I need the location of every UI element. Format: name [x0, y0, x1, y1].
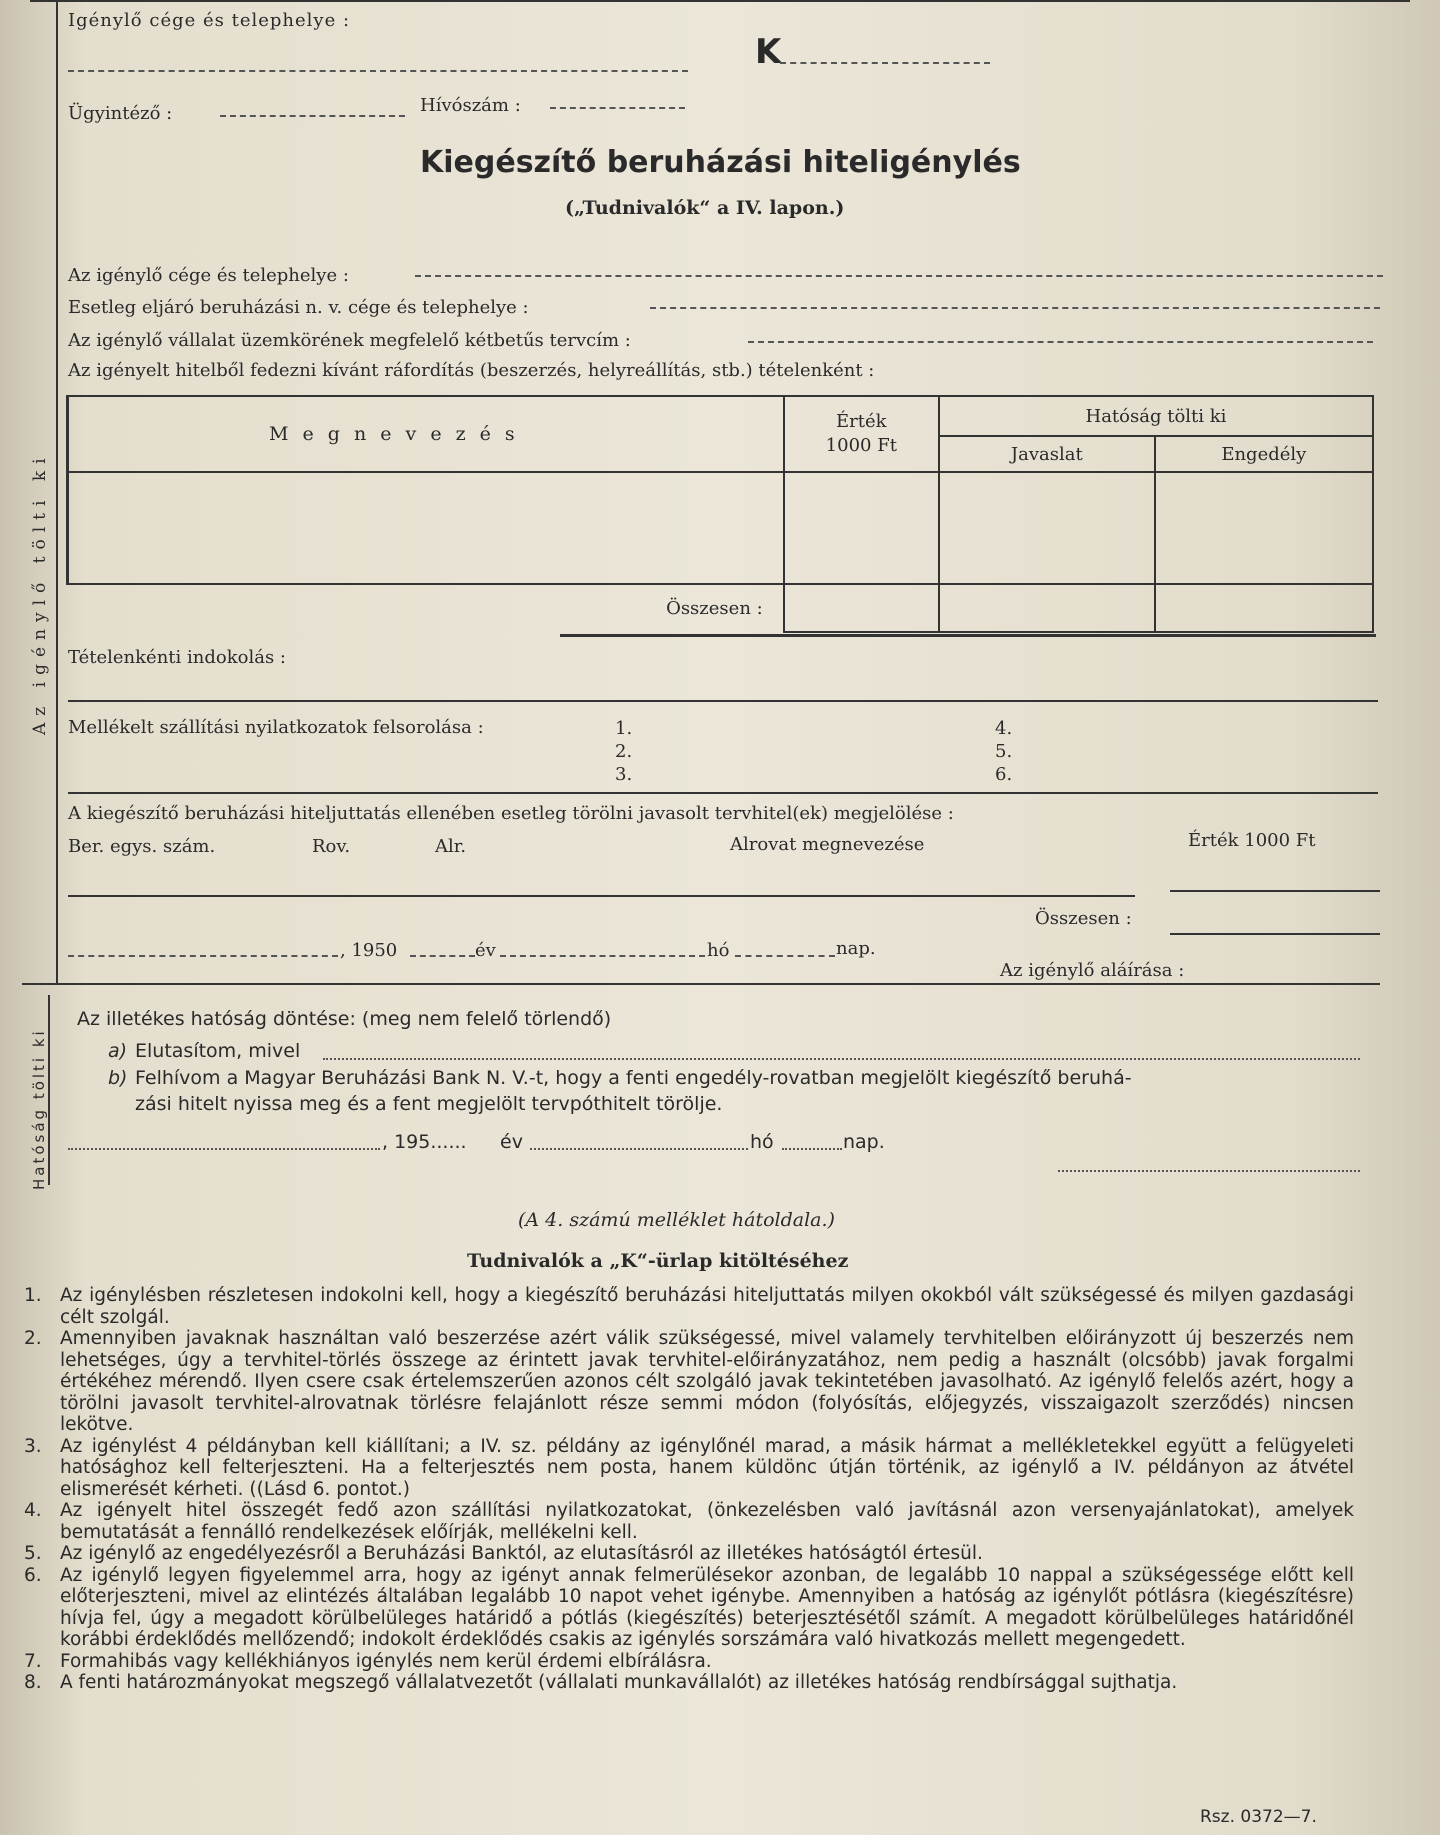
- item-permit-cell: [1155, 472, 1373, 584]
- note-number: 1.: [24, 1285, 42, 1306]
- items-total-permit: [1155, 584, 1373, 632]
- applicant-side-label: Az igénylő tölti ki: [30, 451, 50, 735]
- page-title: Kiegészítő beruházási hiteligénylés: [420, 145, 1021, 180]
- authority-year: , 195......: [382, 1131, 467, 1153]
- item-value-cell[interactable]: [784, 472, 939, 584]
- page-subtitle: („Tudnivalók“ a IV. lapon.): [565, 197, 845, 219]
- clerk-label: Ügyintéző :: [68, 103, 173, 124]
- note-item: [24, 1328, 1354, 1436]
- cancel-col-unit: Ber. egys. szám.: [68, 836, 216, 857]
- form-code-line: [780, 62, 990, 64]
- note-number: 7.: [24, 1650, 42, 1672]
- cancel-total-label: Összesen :: [1035, 908, 1132, 929]
- header-company-line[interactable]: [68, 70, 688, 72]
- authority-ev: év: [500, 1131, 523, 1153]
- notes-title: Tudnivalók a „K“-ürlap kitöltéséhez: [467, 1250, 849, 1272]
- justification-line: [68, 700, 1378, 702]
- clerk-line[interactable]: [220, 115, 405, 117]
- note-text: Az igénylő legyen figyelemmel arra, hogy az igényt annak felmerülésekor azonban, de legalább 10 nappal a szükségessége előtt kell előterjeszteni, mivel az elintézés általában legalább 10 napot vehet igénybe. Amennyiben a hatóság az igénylőt pótlásra (kiegészítésre) hívja fel, úgy a megadott körülbelüleges határidő a pótlás (kiegészítés) beterjesztésétől számít. A megadott körülbelüleges határidőnél korábbi érdeklődés mellőzendő; indokolt érdeklődés csakis az igénylés sorszámára való hivatkozás mellett megengedett.: [60, 1564, 1354, 1650]
- note-text: Amennyiben javaknak használtan való beszerzése azért válik szükségessé, mivel valamely tervhitelben előirányzott új beszerzés nem lehetséges, úgy a tervhitel-törlés összege az érintett javak tervhitel-előirányzatához, nem pedig a használt (olcsóbb) javak forgalmi értékéhez mérendő. Ilyen csere csak értelemszerűen azonos célt szolgáló javak tekintetében javasolható. Az igénylő felelős azért, hogy a törölni javasolt tervhitel-alrovatnak törlésre felajánlott része semmi módon (folyósítás, előjegyzés, visszaigazolt szerződés) nincsen lekötve.: [60, 1328, 1354, 1435]
- note-number: 2.: [24, 1328, 42, 1349]
- attachments-numbers-right: [995, 717, 1012, 786]
- place-line[interactable]: [68, 955, 338, 957]
- item-proposal-cell: [939, 472, 1155, 584]
- items-total-proposal: [939, 584, 1155, 632]
- option-b-mark: b): [108, 1067, 128, 1089]
- note-item: [24, 1500, 1354, 1543]
- col-value-label: Érték: [836, 411, 887, 432]
- attachment-number: 4.: [995, 718, 1013, 739]
- items-total-value[interactable]: [784, 584, 939, 632]
- authority-decision: Az illetékes hatóság döntése: (meg nem felelő törlendő): [77, 1008, 612, 1030]
- option-b-text-1: Felhívom a Magyar Beruházási Bank N. V.-t, hogy a fenti engedély-rovatban megjelölt kiegészítő beruhá-: [135, 1067, 1132, 1089]
- date-ev: év: [475, 940, 496, 961]
- authority-place-line[interactable]: [68, 1148, 380, 1150]
- header-company-label: Igénylő cége és telephelye :: [68, 10, 351, 31]
- year-line[interactable]: [410, 955, 475, 957]
- cancel-col-value: Érték 1000 Ft: [1188, 830, 1316, 851]
- note-item: [24, 1672, 1354, 1694]
- attachments-bottom-rule: [68, 792, 1378, 794]
- col-proposal-header: Javaslat: [939, 436, 1155, 472]
- reject-reason-line[interactable]: [323, 1058, 1360, 1060]
- note-number: 4.: [24, 1500, 42, 1521]
- applicant-section-bottom-rule: [22, 983, 1380, 985]
- col-value-unit: 1000 Ft: [825, 435, 897, 456]
- col-permit-header: Engedély: [1155, 436, 1373, 472]
- authority-month-line[interactable]: [530, 1148, 748, 1150]
- phone-label: Hívószám :: [420, 95, 521, 116]
- item-name-cell[interactable]: [68, 472, 784, 584]
- col-value-header: [784, 396, 939, 472]
- attachment-number: 1.: [615, 718, 633, 739]
- note-text: Az igénylésben részletesen indokolni kell, hogy a kiegészítő beruházási hiteljuttatás milyen okokból vált szükségessé és milyen gazdasági célt szolgál.: [60, 1285, 1354, 1328]
- authority-nap: nap.: [843, 1131, 885, 1153]
- cancel-total-line[interactable]: [1170, 933, 1380, 935]
- cancel-col-alr: Alr.: [435, 836, 467, 857]
- authority-fills-header: Hatóság tölti ki: [939, 396, 1373, 436]
- attachment-number: 5.: [995, 741, 1013, 762]
- authority-side-label: Hatóság tölti ki: [30, 1028, 48, 1190]
- note-text: Formahibás vagy kellékhiányos igénylés nem kerül érdemi elbírálásra.: [60, 1650, 712, 1672]
- note-item: [24, 1543, 1354, 1565]
- plan-code-line[interactable]: [748, 341, 1373, 343]
- left-frame-line: [56, 0, 58, 985]
- back-side-label: (A 4. számú melléklet hátoldala.): [518, 1209, 835, 1231]
- authority-ho: hó: [750, 1131, 774, 1153]
- note-number: 8.: [24, 1672, 42, 1693]
- expense-label: Az igényelt hitelből fedezni kívánt ráfordítás (beszerzés, helyreállítás, stb.) tételenként :: [68, 360, 875, 381]
- note-number: 5.: [24, 1543, 42, 1564]
- date-year: , 1950: [340, 940, 398, 961]
- attachments-label: Mellékelt szállítási nyilatkozatok felsorolása :: [68, 717, 484, 738]
- col-name-header: M e g n e v e z é s: [68, 396, 784, 472]
- option-b-text-2: zási hitelt nyissa meg és a fent megjelölt tervpóthitelt törölje.: [135, 1093, 723, 1115]
- cancel-col-rov: Rov.: [312, 836, 351, 857]
- month-line[interactable]: [500, 955, 705, 957]
- authority-frame-line: [48, 995, 50, 1185]
- note-number: 3.: [24, 1435, 42, 1457]
- agent-line[interactable]: [650, 307, 1380, 309]
- note-item: [24, 1565, 1354, 1651]
- phone-line[interactable]: [550, 107, 685, 109]
- cancel-col-name: Alrovat megnevezése: [730, 834, 925, 855]
- note-text: A fenti határozmányokat megszegő vállalatvezetőt (vállalati munkavállalót) az illetékes hatóság rendbírsággal sujthatja.: [60, 1672, 1178, 1693]
- note-text: Az igénylő az engedélyezésről a Beruházási Banktól, az elutasításról az illetékes hatóságtól értesül.: [60, 1543, 983, 1564]
- cancel-label: A kiegészítő beruházási hiteljuttatás ellenében esetleg törölni javasolt tervhitel(ek) megjelölése :: [68, 803, 954, 824]
- items-table: [66, 395, 1374, 633]
- agent-label: Esetleg eljáró beruházási n. v. cége és telephelye :: [68, 297, 529, 318]
- note-item: [24, 1651, 1354, 1673]
- day-line[interactable]: [735, 955, 835, 957]
- note-text: Az igényelt hitel összegét fedő azon szállítási nyilatkozatokat, (önkezelésben való javításnál azon versenyajánlatokat), amelyek bemutatását a fennálló rendelkezések előírják, mellékelni kell.: [60, 1500, 1354, 1543]
- cancel-value-line[interactable]: [1170, 890, 1380, 892]
- signature-label: Az igénylő aláírása :: [1000, 960, 1185, 981]
- option-a-mark: a): [108, 1040, 128, 1062]
- form-code: K: [755, 32, 782, 72]
- footer-code: Rsz. 0372—7.: [1200, 1807, 1317, 1827]
- attachment-number: 6.: [995, 764, 1013, 785]
- authority-day-line[interactable]: [782, 1148, 842, 1150]
- company-label: Az igénylő cége és telephelye :: [68, 265, 349, 286]
- table-bottom-rule: [560, 634, 1376, 637]
- note-number: 6.: [24, 1564, 42, 1586]
- note-item: [24, 1285, 1354, 1328]
- top-border: [30, 0, 1410, 2]
- company-line[interactable]: [415, 275, 1383, 277]
- attachment-number: 2.: [615, 741, 633, 762]
- note-text: Az igénylést 4 példányban kell kiállítani; a IV. sz. példány az igénylőnél marad, a másik hármat a mellékletekkel együtt a felügyeleti hatósághoz kell felterjeszteni. Ha a felterjesztés nem posta, hanem küldönc útján történik, az igénylő a IV. példányon az átvétel elismerését kérheti. ((Lásd 6. pontot.): [60, 1435, 1354, 1500]
- option-a-text: Elutasítom, mivel: [135, 1040, 301, 1062]
- notes-list: [24, 1285, 1354, 1694]
- attachments-numbers-left: [615, 717, 632, 786]
- items-total-label: Összesen :: [68, 584, 784, 632]
- cancel-entry-line[interactable]: [68, 895, 1135, 897]
- attachment-number: 3.: [615, 764, 633, 785]
- note-item: [24, 1436, 1354, 1501]
- date-ho: hó: [707, 940, 730, 961]
- plan-code-label: Az igénylő vállalat üzemkörének megfelelő kétbetűs tervcím :: [68, 330, 631, 351]
- authority-signature-line[interactable]: [1058, 1170, 1360, 1172]
- date-nap: nap.: [836, 938, 876, 959]
- justification-label: Tételenkénti indokolás :: [68, 647, 286, 668]
